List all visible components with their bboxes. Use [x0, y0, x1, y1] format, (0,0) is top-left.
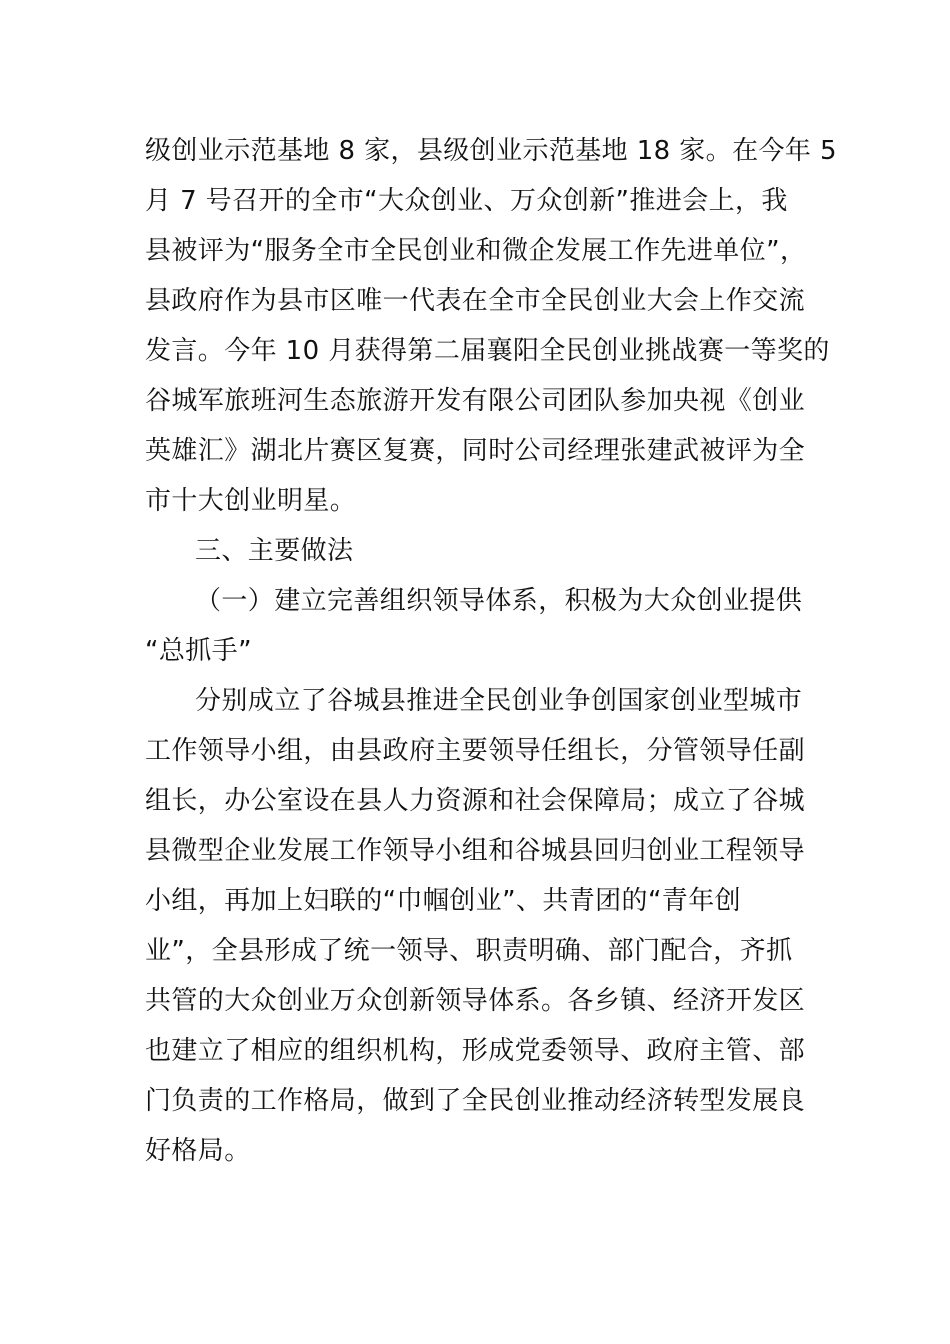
paragraph-2-line-6: 业”，全县形成了统一领导、职责明确、部门配合，齐抓 — [145, 936, 793, 966]
paragraph-2-line-5: 小组，再加上妇联的“巾帼创业”、共青团的“青年创 — [145, 886, 742, 916]
section-heading: 三、主要做法 — [195, 536, 354, 566]
paragraph-1-line-8: 市十大创业明星。 — [145, 486, 357, 516]
paragraph-1-line-2: 月 7 号召开的全市“大众创业、万众创新”推进会上，我 — [145, 186, 788, 216]
paragraph-1-line-4: 县政府作为县市区唯一代表在全市全民创业大会上作交流 — [145, 286, 806, 316]
paragraph-1-line-3: 县被评为“服务全市全民创业和微企发展工作先进单位”， — [145, 236, 807, 266]
paragraph-1-line-5: 发言。今年 10 月获得第二届襄阳全民创业挑战赛一等奖的 — [145, 336, 830, 366]
paragraph-2-line-2: 工作领导小组，由县政府主要领导任组长，分管领导任副 — [145, 736, 806, 766]
paragraph-2-line-7: 共管的大众创业万众创新领导体系。各乡镇、经济开发区 — [145, 986, 806, 1016]
paragraph-2-line-3: 组长，办公室设在县人力资源和社会保障局；成立了谷城 — [145, 786, 806, 816]
paragraph-1-line-7: 英雄汇》湖北片赛区复赛，同时公司经理张建武被评为全 — [145, 436, 806, 466]
subsection-heading-line-1: （一）建立完善组织领导体系，积极为大众创业提供 — [195, 586, 803, 616]
subsection-heading-line-2: “总抓手” — [145, 636, 252, 666]
paragraph-2-line-10: 好格局。 — [145, 1136, 251, 1166]
paragraph-2-line-8: 也建立了相应的组织机构，形成党委领导、政府主管、部 — [145, 1036, 806, 1066]
paragraph-1-line-6: 谷城军旅班河生态旅游开发有限公司团队参加央视《创业 — [145, 386, 806, 416]
paragraph-2-line-4: 县微型企业发展工作领导小组和谷城县回归创业工程领导 — [145, 836, 806, 866]
paragraph-1-line-1: 级创业示范基地 8 家，县级创业示范基地 18 家。在今年 5 — [145, 136, 837, 166]
paragraph-2-line-1: 分别成立了谷城县推进全民创业争创国家创业型城市 — [195, 686, 803, 716]
paragraph-2-line-9: 门负责的工作格局，做到了全民创业推动经济转型发展良 — [145, 1086, 806, 1116]
